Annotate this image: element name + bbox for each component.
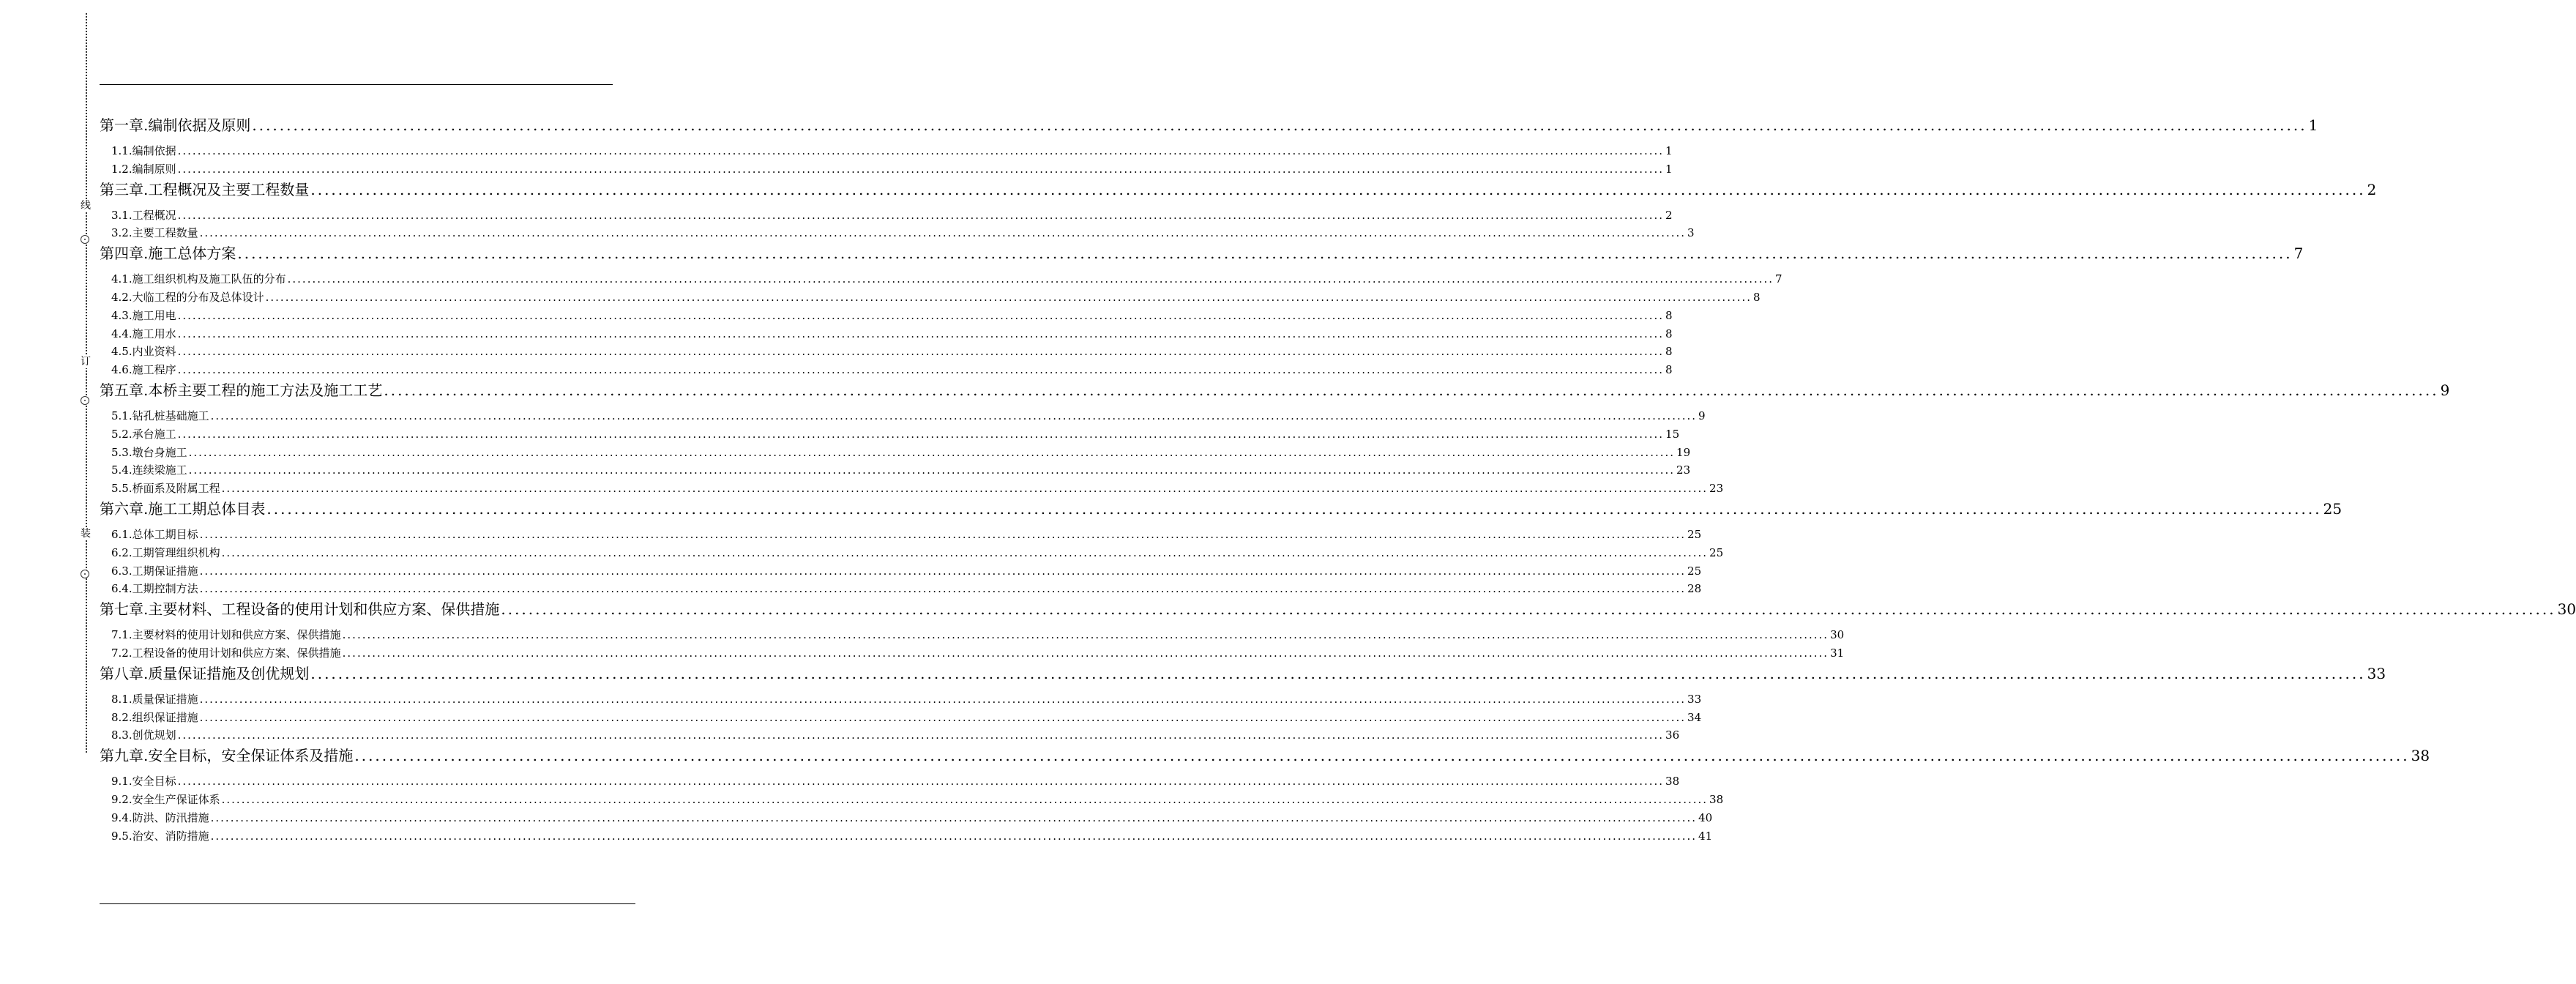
toc-page-number: 25	[2323, 499, 2342, 518]
toc-page-number: 1	[1665, 162, 1673, 176]
toc-section-entry[interactable]	[100, 726, 1680, 745]
toc-section-entry[interactable]	[100, 325, 1673, 343]
binding-hole-icon	[81, 235, 89, 244]
toc-dot-leader: ............................................................................................................................................................................................................................................................................................................	[266, 499, 2322, 518]
toc-page-number: 33	[1687, 692, 1702, 706]
toc-section-entry[interactable]	[100, 361, 1673, 379]
toc-dot-leader: ............................................................................................................................................................................................................................................................................................................	[501, 600, 2556, 619]
toc-dot-leader: ............................................................................................................................................................................................................................................................................................................	[199, 692, 1687, 706]
toc-dot-leader: ............................................................................................................................................................................................................................................................................................................	[221, 482, 1709, 496]
toc-entry-title: 6.4.工期控制方法	[111, 582, 198, 596]
toc-page-number: 15	[1665, 427, 1680, 441]
binding-hole-icon	[81, 570, 89, 578]
toc-dot-leader: ............................................................................................................................................................................................................................................................................................................	[252, 116, 2307, 134]
toc-section-entry[interactable]	[100, 343, 1673, 361]
toc-entry-title: 8.2.组织保证措施	[111, 710, 198, 724]
toc-section-entry[interactable]	[100, 206, 1673, 225]
toc-section-entry[interactable]	[100, 307, 1673, 325]
binding-hole-icon	[81, 396, 89, 405]
toc-page-number: 36	[1665, 728, 1680, 742]
toc-dot-leader: ............................................................................................................................................................................................................................................................................................................	[210, 409, 1698, 422]
toc-section-entry[interactable]	[100, 480, 1724, 498]
toc-entry-title: 5.1.钻孔桩基础施工	[111, 409, 209, 422]
toc-section-entry[interactable]	[100, 827, 1713, 846]
toc-dot-leader: ............................................................................................................................................................................................................................................................................................................	[188, 445, 1676, 459]
toc-section-entry[interactable]	[100, 690, 1702, 709]
toc-section-entry[interactable]	[100, 142, 1673, 160]
toc-page-number: 25	[1709, 545, 1724, 559]
toc-section-entry[interactable]	[100, 270, 1782, 288]
toc-section-entry[interactable]	[100, 544, 1724, 562]
toc-page-number: 23	[1709, 482, 1724, 496]
toc-section-entry[interactable]	[100, 791, 1724, 809]
toc-dot-leader: ............................................................................................................................................................................................................................................................................................................	[221, 792, 1709, 806]
binding-dotted-line	[86, 13, 87, 753]
toc-entry-title: 第三章.工程概况及主要工程数量	[100, 180, 310, 198]
toc-entry-title: 6.1.总体工期目标	[111, 527, 198, 541]
toc-page-number: 38	[1665, 775, 1680, 789]
toc-entry-title: 第一章.编制依据及原则	[100, 116, 251, 134]
toc-entry-title: 7.2.工程设备的使用计划和供应方案、保供措施	[111, 646, 341, 660]
binding-label-bind: 装	[81, 528, 91, 540]
toc-dot-leader: ............................................................................................................................................................................................................................................................................................................	[177, 327, 1665, 340]
toc-entry-title: 5.5.桥面系及附属工程	[111, 482, 220, 496]
table-of-contents	[100, 114, 2576, 845]
toc-dot-leader: ............................................................................................................................................................................................................................................................................................................	[177, 728, 1665, 742]
toc-entry-title: 1.1.编制依据	[111, 144, 176, 157]
toc-section-entry[interactable]	[100, 562, 1702, 581]
toc-page-number: 7	[2293, 245, 2304, 263]
toc-dot-leader: ............................................................................................................................................................................................................................................................................................................	[177, 162, 1665, 176]
toc-section-entry[interactable]	[100, 809, 1713, 827]
toc-entry-title: 第七章.主要材料、工程设备的使用计划和供应方案、保供措施	[100, 600, 500, 619]
toc-entry-title: 4.3.施工用电	[111, 308, 176, 322]
toc-section-entry[interactable]	[100, 224, 1695, 242]
toc-page-number: 40	[1698, 810, 1713, 824]
toc-dot-leader: ............................................................................................................................................................................................................................................................................................................	[177, 144, 1665, 157]
toc-page-number: 34	[1687, 710, 1702, 724]
toc-page-number: 31	[1830, 646, 1845, 660]
toc-entry-title: 第五章.本桥主要工程的施工方法及施工工艺	[100, 381, 383, 399]
toc-dot-leader: ............................................................................................................................................................................................................................................................................................................	[342, 628, 1829, 642]
toc-entry-title: 4.2.大临工程的分布及总体设计	[111, 290, 264, 304]
toc-dot-leader: ............................................................................................................................................................................................................................................................................................................	[177, 208, 1665, 222]
toc-page-number: 38	[2411, 747, 2430, 765]
toc-dot-leader: ............................................................................................................................................................................................................................................................................................................	[177, 363, 1665, 377]
toc-section-entry[interactable]	[100, 425, 1680, 444]
toc-section-entry[interactable]	[100, 709, 1702, 727]
toc-section-entry[interactable]	[100, 580, 1702, 598]
toc-dot-leader: ............................................................................................................................................................................................................................................................................................................	[265, 290, 1752, 304]
toc-page-number: 1	[1665, 144, 1673, 157]
toc-dot-leader: ............................................................................................................................................................................................................................................................................................................	[310, 664, 2366, 682]
toc-entry-title: 4.1.施工组织机构及施工队伍的分布	[111, 272, 286, 286]
toc-entry-title: 9.2.安全生产保证体系	[111, 792, 220, 806]
toc-entry-title: 第六章.施工工期总体目表	[100, 499, 266, 518]
toc-dot-leader: ............................................................................................................................................................................................................................................................................................................	[310, 180, 2366, 198]
toc-section-entry[interactable]	[100, 461, 1691, 480]
toc-page-number: 38	[1709, 792, 1724, 806]
toc-section-entry[interactable]	[100, 526, 1702, 544]
toc-entry-title: 6.2.工期管理组织机构	[111, 545, 220, 559]
toc-dot-leader: ............................................................................................................................................................................................................................................................................................................	[177, 345, 1665, 359]
toc-dot-leader: ............................................................................................................................................................................................................................................................................................................	[199, 527, 1687, 541]
toc-page-number: 8	[1665, 345, 1673, 359]
toc-entry-title: 3.2.主要工程数量	[111, 226, 198, 240]
toc-dot-leader: ............................................................................................................................................................................................................................................................................................................	[177, 308, 1665, 322]
toc-page-number: 2	[2367, 180, 2377, 198]
toc-page-number: 30	[1830, 628, 1845, 642]
toc-entry-title: 9.5.治安、消防措施	[111, 829, 209, 843]
toc-dot-leader: ............................................................................................................................................................................................................................................................................................................	[210, 829, 1698, 843]
toc-page-number: 2	[1665, 208, 1673, 222]
header-rule	[100, 84, 613, 85]
toc-page-number: 9	[1698, 409, 1706, 422]
toc-dot-leader: ............................................................................................................................................................................................................................................................................................................	[287, 272, 1774, 286]
toc-entry-title: 9.1.安全目标	[111, 775, 176, 789]
toc-page-number: 8	[1665, 327, 1673, 340]
toc-page-number: 25	[1687, 527, 1702, 541]
toc-dot-leader: ............................................................................................................................................................................................................................................................................................................	[188, 463, 1676, 477]
toc-dot-leader: ............................................................................................................................................................................................................................................................................................................	[199, 582, 1687, 596]
binding-label-order: 订	[81, 356, 91, 368]
toc-dot-leader: ............................................................................................................................................................................................................................................................................................................	[221, 545, 1709, 559]
toc-section-entry[interactable]	[100, 407, 1706, 425]
toc-section-entry[interactable]	[100, 626, 1845, 644]
toc-entry-title: 4.4.施工用水	[111, 327, 176, 340]
toc-dot-leader: ............................................................................................................................................................................................................................................................................................................	[342, 646, 1829, 660]
toc-dot-leader: ............................................................................................................................................................................................................................................................................................................	[177, 427, 1665, 441]
toc-dot-leader: ............................................................................................................................................................................................................................................................................................................	[177, 775, 1665, 789]
toc-page-number: 8	[1665, 308, 1673, 322]
toc-section-entry[interactable]	[100, 644, 1845, 663]
toc-page-number: 9	[2440, 381, 2450, 399]
toc-entry-title: 9.4.防洪、防汛措施	[111, 810, 209, 824]
toc-entry-title: 7.1.主要材料的使用计划和供应方案、保供措施	[111, 628, 341, 642]
toc-page-number: 33	[2367, 664, 2386, 682]
toc-entry-title: 6.3.工期保证措施	[111, 564, 198, 578]
toc-entry-title: 5.2.承台施工	[111, 427, 176, 441]
toc-entry-title: 1.2.编制原则	[111, 162, 176, 176]
toc-page-number: 23	[1676, 463, 1691, 477]
toc-entry-title: 第八章.质量保证措施及创优规划	[100, 664, 310, 682]
toc-entry-title: 4.5.内业资料	[111, 345, 176, 359]
toc-page-number: 30	[2557, 600, 2576, 619]
binding-label-line: 线	[81, 200, 91, 212]
toc-section-entry[interactable]	[100, 288, 1761, 307]
toc-entry-title: 第九章.安全目标，安全保证体系及措施	[100, 747, 354, 765]
toc-section-entry[interactable]	[100, 444, 1691, 462]
toc-page-number: 41	[1698, 829, 1713, 843]
toc-entry-title: 第四章.施工总体方案	[100, 245, 236, 263]
toc-dot-leader: ............................................................................................................................................................................................................................................................................................................	[199, 564, 1687, 578]
toc-page-number: 19	[1676, 445, 1691, 459]
toc-section-entry[interactable]	[100, 772, 1680, 791]
toc-section-entry[interactable]	[100, 160, 1673, 179]
footer-rule	[100, 903, 635, 904]
toc-page-number: 7	[1775, 272, 1782, 286]
toc-entry-title: 3.1.工程概况	[111, 208, 176, 222]
toc-entry-title: 5.3.墩台身施工	[111, 445, 187, 459]
toc-page-number: 28	[1687, 582, 1702, 596]
toc-page-number: 3	[1687, 226, 1695, 240]
toc-entry-title: 4.6.施工程序	[111, 363, 176, 377]
toc-dot-leader: ............................................................................................................................................................................................................................................................................................................	[237, 245, 2293, 263]
toc-entry-title: 8.1.质量保证措施	[111, 692, 198, 706]
toc-dot-leader: ............................................................................................................................................................................................................................................................................................................	[199, 226, 1687, 240]
toc-entry-title: 5.4.连续梁施工	[111, 463, 187, 477]
toc-page-number: 8	[1753, 290, 1761, 304]
toc-dot-leader: ............................................................................................................................................................................................................................................................................................................	[384, 381, 2439, 399]
toc-page-number: 1	[2308, 116, 2318, 134]
toc-dot-leader: ............................................................................................................................................................................................................................................................................................................	[210, 810, 1698, 824]
toc-page-number: 25	[1687, 564, 1702, 578]
toc-dot-leader: ............................................................................................................................................................................................................................................................................................................	[354, 747, 2410, 765]
toc-page-number: 8	[1665, 363, 1673, 377]
toc-entry-title: 8.3.创优规划	[111, 728, 176, 742]
toc-dot-leader: ............................................................................................................................................................................................................................................................................................................	[199, 710, 1687, 724]
